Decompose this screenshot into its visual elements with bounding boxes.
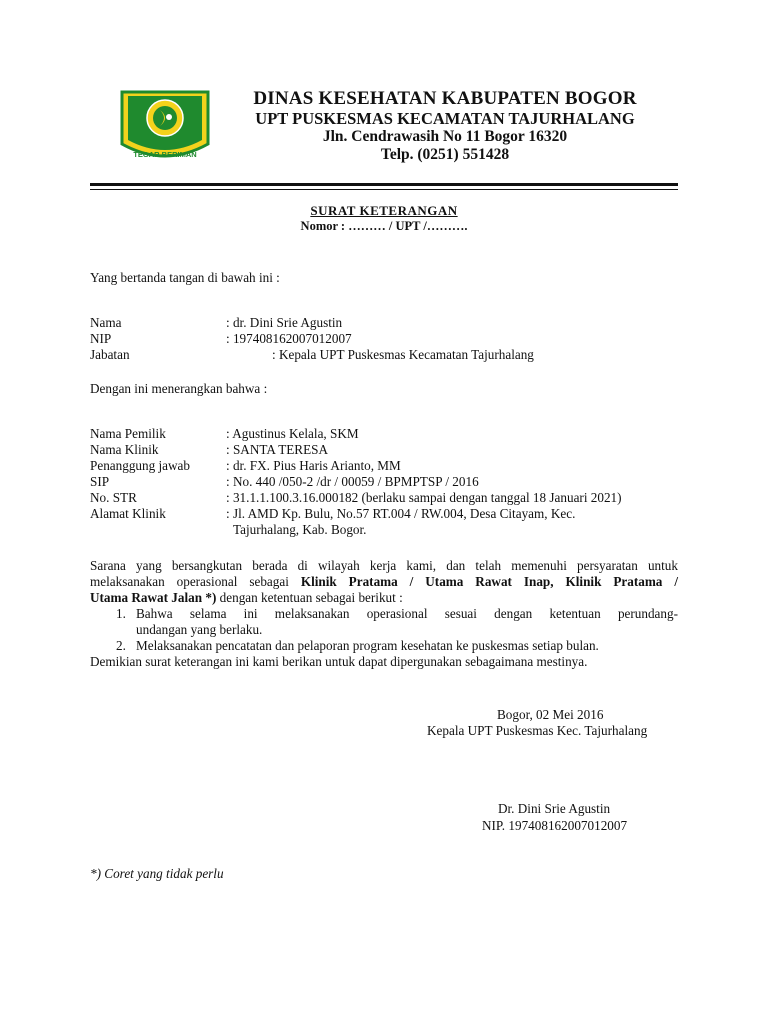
address-value-line2: Tajurhalang, Kab. Bogor. bbox=[233, 522, 367, 537]
list-item-1-line2: undangan yang berlaku. bbox=[136, 622, 263, 637]
government-logo bbox=[118, 86, 212, 168]
list-item-1-line1: Bahwa selama ini melaksanakan operasional sesuai dengan ketentuan perundang- bbox=[136, 606, 678, 621]
signature-position: Kepala UPT Puskesmas Kec. Tajurhalang bbox=[427, 723, 648, 738]
closing-text: Demikian surat keterangan ini kami berikan untuk dapat dipergunakan sebagaimana mestinya. bbox=[90, 654, 588, 669]
clinic-name-value: : SANTA TERESA bbox=[226, 442, 329, 457]
office-phone: Telp. (0251) 551428 bbox=[380, 146, 510, 163]
responsible-label: Penanggung jawab bbox=[90, 458, 190, 473]
list-item-1-number: 1. bbox=[116, 606, 126, 621]
signer-nip-value: : 197408162007012007 bbox=[226, 331, 352, 346]
header-divider-thick bbox=[90, 183, 678, 186]
document-title: SURAT KETERANGAN bbox=[310, 203, 458, 218]
str-value: : 31.1.1.100.3.16.000182 (berlaku sampai dengan tanggal 18 Januari 2021) bbox=[226, 490, 622, 505]
str-label: No. STR bbox=[90, 490, 137, 505]
address-label: Alamat Klinik bbox=[90, 506, 166, 521]
signature-nip: NIP. 197408162007012007 bbox=[482, 818, 628, 833]
paragraph-line2 bbox=[90, 574, 678, 590]
agency-name: DINAS KESEHATAN KABUPATEN BOGOR bbox=[253, 88, 637, 109]
logo-motto: TEGAR BERIMAN bbox=[133, 150, 197, 159]
signer-name-label: Nama bbox=[90, 315, 122, 330]
owner-label: Nama Pemilik bbox=[90, 426, 166, 441]
signer-position-value: : Kepala UPT Puskesmas Kecamatan Tajurhalang bbox=[272, 347, 534, 362]
sip-label: SIP bbox=[90, 474, 110, 489]
document-number: Nomor : ……… / UPT /………. bbox=[300, 219, 468, 233]
signature-name: Dr. Dini Srie Agustin bbox=[498, 801, 611, 816]
office-address: Jln. Cendrawasih No 11 Bogor 16320 bbox=[322, 128, 568, 145]
paragraph-line3-bold: Utama Rawat Jalan *) bbox=[90, 590, 217, 605]
intro-text: Yang bertanda tangan di bawah ini : bbox=[90, 270, 280, 285]
responsible-value: : dr. FX. Pius Haris Arianto, MM bbox=[226, 458, 401, 473]
list-item-2-line1: Melaksanakan pencatatan dan pelaporan program kesehatan ke puskesmas setiap bulan. bbox=[136, 638, 599, 653]
paragraph-line1: Sarana yang bersangkutan berada di wilayah kerja kami, dan telah memenuhi persyaratan untuk bbox=[90, 558, 678, 573]
owner-value: : Agustinus Kelala, SKM bbox=[226, 426, 359, 441]
address-value-line1: : Jl. AMD Kp. Bulu, No.57 RT.004 / RW.004, Desa Citayam, Kec. bbox=[226, 506, 576, 521]
paragraph-line2-bold: Klinik Pratama / Utama Rawat Inap, Klinik Pratama / bbox=[300, 574, 678, 589]
office-name: UPT PUSKESMAS KECAMATAN TAJURHALANG bbox=[255, 109, 635, 128]
signature-place-date: Bogor, 02 Mei 2016 bbox=[497, 707, 604, 722]
signer-position-label: Jabatan bbox=[90, 347, 130, 362]
clinic-name-label: Nama Klinik bbox=[90, 442, 159, 457]
paragraph-line3 bbox=[90, 590, 403, 606]
footnote: *) Coret yang tidak perlu bbox=[90, 866, 224, 881]
header-divider-thin bbox=[90, 189, 678, 190]
signer-name-value: : dr. Dini Srie Agustin bbox=[226, 315, 343, 330]
sip-value: : No. 440 /050-2 /dr / 00059 / BPMPTSP / 2016 bbox=[226, 474, 479, 489]
paragraph-line2-plain: melaksanakan operasional sebagai bbox=[90, 574, 301, 589]
list-item-2-number: 2. bbox=[116, 638, 126, 653]
statement-text: Dengan ini menerangkan bahwa : bbox=[90, 381, 268, 396]
signer-nip-label: NIP bbox=[90, 331, 112, 346]
paragraph-line3-plain: dengan ketentuan sebagai berikut : bbox=[216, 590, 403, 605]
